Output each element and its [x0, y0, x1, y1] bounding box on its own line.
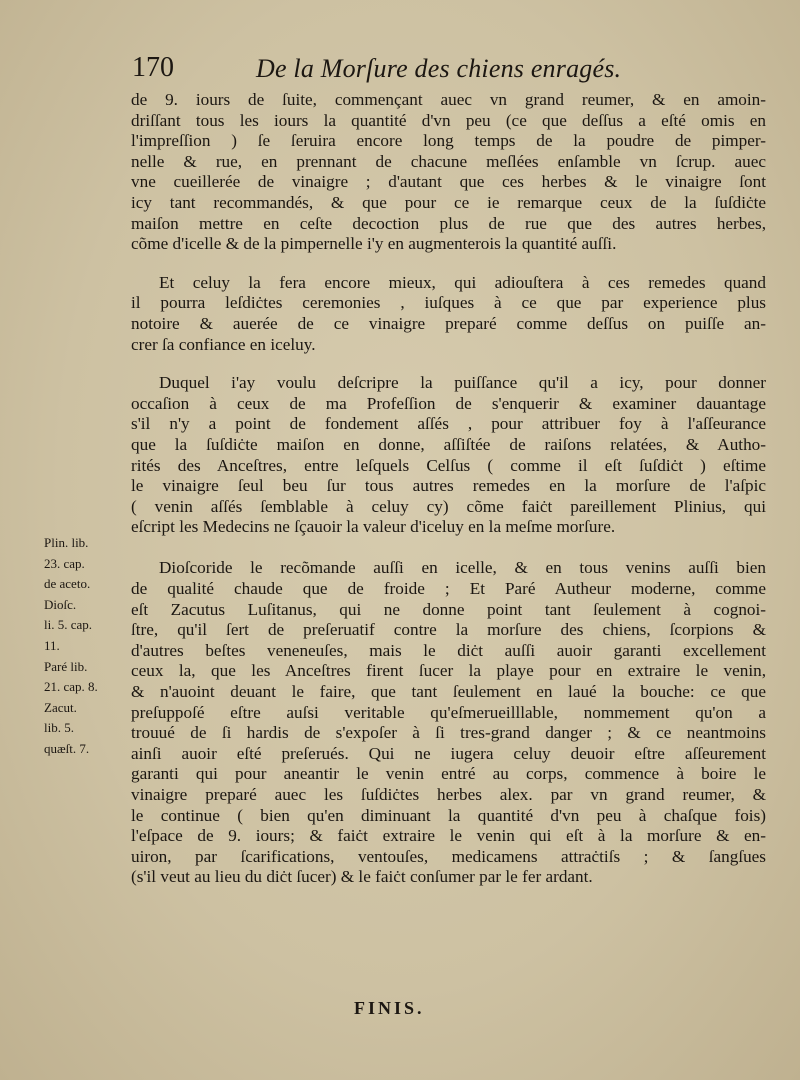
margin-note: 21. cap. 8. — [44, 679, 98, 695]
text-line: & n'auoint deuant le faire, que tant ſeulement en laué la bouche: ce que — [131, 682, 766, 702]
text-line: le vinaigre ſeul beu ſur tous autres remedes en la morſure de l'aſpic — [131, 476, 766, 496]
text-line: eſt Zacutus Luſitanus, qui ne donne point tant ſeulement à cognoi- — [131, 599, 766, 619]
text-line: Dioſcoride le recõmande auſſi en icelle, & en tous venins auſſi bien — [159, 558, 766, 578]
text-line: Duquel i'ay voulu deſcripre la puiſſance qu'il a icy, pour donner — [159, 373, 766, 393]
text-line: de qualité chaude que de froide ; Et Paré Autheur moderne, comme — [131, 579, 766, 599]
text-line: ſtre, qu'il ſert de preſeruatif contre la morſure des chiens, ſcorpions & — [131, 620, 766, 640]
text-line: ceux la, que les Anceſtres firent ſucer la playe pour en extraire le venin, — [131, 661, 766, 681]
text-line: rités des Anceſtres, entre leſquels Celſus ( comme il eſt ſuſdiċt ) eſtime — [131, 455, 766, 475]
text-line: Et celuy la fera encore mieux, qui adiouſtera à ces remedes quand — [159, 272, 766, 292]
text-line: de 9. iours de ſuite, commençant auec vn grand reumer, & en amoin- — [131, 90, 766, 109]
paragraph — [131, 273, 766, 355]
text-line: s'il n'y a point de fondement aſſés , pour attribuer foy à l'aſſeurance — [131, 414, 766, 434]
text-line: icy tant recommandés, & que pour ce ie remarque ceux de la ſuſdiċte — [131, 192, 766, 212]
text-line: vne cueillerée de vinaigre ; d'autant que ces herbes & le vinaigre ſont — [131, 172, 766, 192]
paragraph-gap — [131, 255, 766, 273]
text-line: crer ſa confiance en iceluy. — [131, 334, 316, 354]
text-line: notoire & auerée de ce vinaigre preparé comme deſſus on puiſſe an- — [131, 313, 766, 333]
text-line: nelle & rue, en prennant de chacune meſlées enſamble vn ſcrup. auec — [131, 151, 766, 171]
text-line: l'impreſſion ) ſe ſeruira encore long temps de la poudre de pimper- — [131, 131, 766, 151]
margin-note: Dioſc. — [44, 596, 77, 612]
margin-note: quæſt. 7. — [44, 740, 90, 756]
text-line: cõme d'icelle & de la pimpernelle i'y en augmenterois la quantité auſſi. — [131, 234, 617, 254]
text-line: ainſi auoir eſté preſerués. Qui ne iugera celuy deuoir eſtre aſſeurement — [131, 743, 766, 763]
finis: FINIS. — [354, 998, 425, 1018]
body-text — [131, 90, 766, 888]
text-line: que la ſuſdiċte maiſon en donne, aſſiſtée de raiſons relatées, & Autho- — [131, 434, 766, 454]
text-line: trouué de ſi hardis de s'expoſer à ſi tres-grand danger ; & ce neantmoins — [131, 723, 766, 743]
text-line: d'autres beſtes veneneuſes, mais le diċt auſſi auoir garanti excellement — [131, 640, 766, 660]
text-line: ( venin aſſés ſemblable à celuy cy) cõme faiċt pareillement Plinius, qui — [131, 496, 766, 516]
margin-note: li. 5. cap. — [44, 617, 93, 633]
text-line: preſuppoſé eſtre auſsi veritable qu'eſmerueilllable, nommement qu'on a — [131, 702, 766, 722]
text-line: il pourra leſdiċtes ceremonies , iuſques à ce que par experience plus — [131, 293, 766, 313]
text-line: vinaigre preparé auec les ſuſdiċtes herbes alex. par vn grand reumer, & — [131, 785, 766, 804]
margin-note: lib. 5. — [44, 720, 74, 736]
text-line: maiſon mettre en ceſte decoction plus de rue que des autres herbes, — [131, 213, 766, 233]
text-line: (s'il veut au lieu du diċt ſucer) & le faiċt conſumer par le fer ardant. — [131, 867, 593, 887]
text-line: eſcript les Medecins ne ſçauoir la valeur d'iceluy en la meſme morſure. — [131, 517, 616, 537]
margin-note: Paré lib. — [44, 658, 88, 674]
margin-note: Plin. lib. — [44, 535, 89, 550]
margin-note: de aceto. — [44, 576, 91, 592]
paragraph — [131, 90, 766, 255]
text-line: occaſion à ceux de ma Profeſſion de s'enquerir & examiner dauantage — [131, 393, 766, 413]
running-title: De la Morſure des chiens enragés. — [256, 54, 622, 83]
margin-note: 11. — [44, 637, 60, 653]
margin-notes — [44, 533, 136, 760]
margin-note: Zacut. — [44, 699, 77, 715]
text-line: uiron, par ſcarifications, ventouſes, medicamens attraċtiſs ; & ſangſues — [131, 846, 766, 866]
page-header — [132, 52, 772, 92]
text-line: le continue ( bien qu'en diminuant la quantité d'vn peu à chaſque fois) — [131, 805, 766, 825]
paragraph-gap — [131, 355, 766, 373]
text-line: l'eſpace de 9. iours; & faiċt extraire le venin qui eſt à la morſure & en- — [131, 826, 766, 846]
margin-note: 23. cap. — [44, 555, 85, 571]
page-number: 170 — [132, 52, 174, 83]
text-line — [131, 538, 766, 559]
text-line: garanti qui pour aneantir le venin entré au corps, commence à boire le — [131, 764, 766, 784]
text-line: driſſant tous les iours la quantité d'vn peu (ce que deſſus a eſté omis en — [131, 110, 766, 130]
paragraph — [131, 373, 766, 888]
